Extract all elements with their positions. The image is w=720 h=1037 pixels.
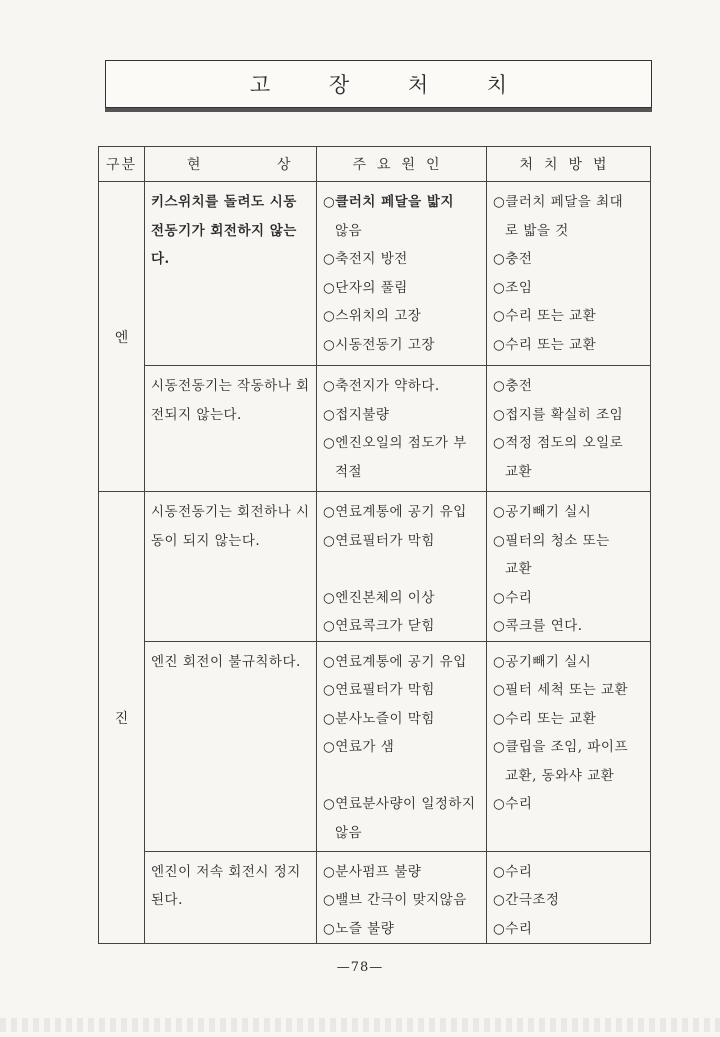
list-item: ○축전지가 약하다. (323, 378, 440, 394)
list-item: ○엔진오일의 점도가 부 (323, 435, 467, 451)
category-cell: 진 (99, 492, 145, 944)
list-item: 적절 (335, 463, 363, 480)
list-item: ○수리 (493, 796, 533, 812)
header-cause: 주요원인 (317, 147, 487, 182)
table-row (99, 182, 651, 366)
spacer (323, 762, 486, 791)
troubleshooting-table (98, 146, 651, 944)
cause-cell (317, 366, 487, 492)
list-item: ○수리 (493, 863, 533, 880)
remedy-cell (487, 641, 651, 851)
list-item: ○축전지 방전 (323, 251, 408, 267)
cause-cell (317, 641, 487, 851)
list-item: ○연료필터가 막힘 (323, 532, 435, 549)
list-item: ○간극조정 (493, 892, 560, 908)
list-item: ○단자의 풀림 (323, 279, 408, 296)
list-item: ○연료가 샘 (323, 739, 395, 755)
header-category: 구분 (99, 147, 145, 182)
list-item: ○수리 (493, 920, 533, 937)
list-item: ○엔진본체의 이상 (323, 589, 435, 606)
list-item: ○분사펌프 불량 (323, 863, 422, 880)
spacer (323, 555, 486, 584)
header-remedy: 처치방법 (487, 147, 651, 182)
cause-cell (317, 492, 487, 642)
list-item: 로 밟을 것 (505, 222, 569, 239)
list-item: ○분사노즐이 막힘 (323, 710, 435, 727)
list-item: ○연료계통에 공기 유입 (323, 504, 467, 520)
list-item: ○수리 또는 교환 (493, 336, 597, 353)
table-row (99, 851, 651, 944)
remedy-cell (487, 492, 651, 642)
cause-cell (317, 182, 487, 366)
list-item: ○필터의 청소 또는 (493, 532, 610, 549)
symptom-cell: 시동전동기는 회전하나 시동이 되지 않는다. (145, 492, 317, 642)
symptom-cell: 엔진 회전이 불규칙하다. (145, 641, 317, 851)
list-item: ○클러치 페달을 밟지 (323, 194, 455, 210)
list-item: 교환 (505, 561, 533, 577)
page-title: 고 장 처 치 (249, 73, 534, 97)
list-item: 않음 (335, 824, 363, 841)
list-item: ○연료콕크가 닫힘 (323, 618, 435, 634)
title-box (105, 60, 652, 108)
table-row (99, 641, 651, 851)
list-item: ○수리 또는 교환 (493, 308, 597, 324)
header-symptom: 현 상 (145, 147, 317, 182)
cause-cell (317, 851, 487, 944)
list-item: ○충전 (493, 251, 533, 267)
scan-artifact (0, 1018, 720, 1032)
list-item: ○공기빼기 실시 (493, 653, 592, 670)
remedy-cell (487, 182, 651, 366)
symptom-cell: 키스위치를 돌려도 시동전동기가 회전하지 않는다. (145, 182, 317, 366)
header-row (99, 147, 651, 182)
list-item: ○충전 (493, 378, 533, 394)
list-item: ○밸브 간극이 맞지않음 (323, 892, 467, 908)
list-item: ○접지불량 (323, 406, 390, 423)
list-item: ○연료계통에 공기 유입 (323, 653, 467, 670)
page-number: —78— (336, 960, 384, 975)
list-item: ○수리 또는 교환 (493, 710, 597, 727)
list-item: ○적정 점도의 오일로 (493, 435, 624, 451)
list-item: 교환, 동와샤 교환 (505, 767, 615, 784)
list-item: ○시동전동기 고장 (323, 336, 435, 353)
list-item: ○클러치 페달을 최대 (493, 194, 624, 210)
list-item: ○노즐 불량 (323, 920, 395, 937)
list-item: ○스위치의 고장 (323, 308, 422, 324)
list-item: ○필터 세척 또는 교환 (493, 682, 628, 698)
list-item: ○공기빼기 실시 (493, 504, 592, 520)
list-item: ○연료분사량이 일정하지 (323, 796, 476, 812)
list-item: ○연료필터가 막힘 (323, 682, 435, 698)
remedy-cell (487, 366, 651, 492)
list-item: ○조임 (493, 279, 533, 296)
symptom-cell: 엔진이 저속 회전시 정지된다. (145, 851, 317, 944)
list-item: ○수리 (493, 589, 533, 606)
symptom-cell: 시동전동기는 작동하나 회전되지 않는다. (145, 366, 317, 492)
list-item: 교환 (505, 463, 533, 480)
table-row (99, 366, 651, 492)
list-item: ○접지를 확실히 조임 (493, 406, 624, 423)
list-item: ○콕크를 연다. (493, 618, 583, 634)
list-item: ○클립을 조임, 파이프 (493, 739, 628, 755)
remedy-cell (487, 851, 651, 944)
table-row (99, 492, 651, 642)
list-item: 않음 (335, 222, 363, 239)
category-cell: 엔 (99, 182, 145, 492)
